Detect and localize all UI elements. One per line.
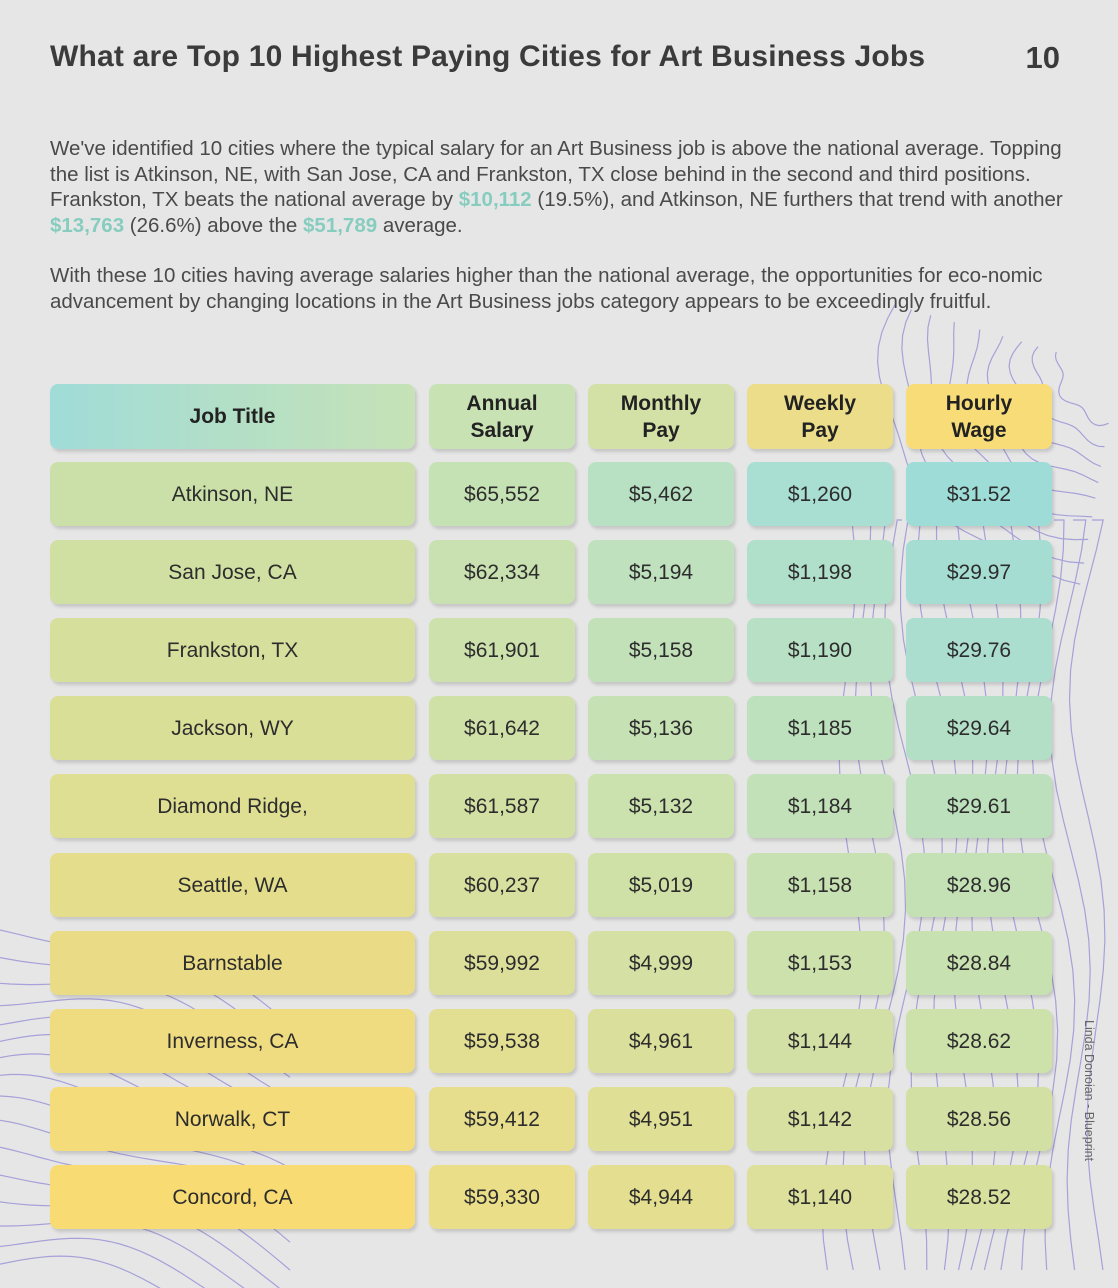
cell-weekly-pay: $1,198 [747, 540, 893, 604]
cell-annual-salary: $61,642 [429, 696, 575, 760]
cell-job-title: San Jose, CA [50, 540, 415, 604]
highlight-amount: $51,789 [303, 213, 378, 237]
cell-annual-salary: $61,901 [429, 618, 575, 682]
cell-hourly-wage: $29.64 [906, 696, 1052, 760]
intro-text-segment: average. [377, 213, 463, 237]
cell-annual-salary: $59,330 [429, 1165, 575, 1229]
cell-hourly-wage: $28.96 [906, 853, 1052, 917]
cell-annual-salary: $60,237 [429, 853, 575, 917]
cell-monthly-pay: $5,136 [588, 696, 734, 760]
cell-weekly-pay: $1,190 [747, 618, 893, 682]
cell-job-title: Frankston, TX [50, 618, 415, 682]
page-title: What are Top 10 Highest Paying Cities for Art Business Jobs [50, 40, 926, 73]
cell-annual-salary: $59,538 [429, 1009, 575, 1073]
cell-job-title: Diamond Ridge, [50, 774, 415, 838]
cell-weekly-pay: $1,260 [747, 462, 893, 526]
cell-monthly-pay: $4,961 [588, 1009, 734, 1073]
cell-monthly-pay: $5,019 [588, 853, 734, 917]
intro-text [50, 136, 1065, 339]
cell-hourly-wage: $29.76 [906, 618, 1052, 682]
cell-monthly-pay: $5,194 [588, 540, 734, 604]
cell-weekly-pay: $1,144 [747, 1009, 893, 1073]
cell-job-title: Barnstable [50, 931, 415, 995]
cell-hourly-wage: $28.84 [906, 931, 1052, 995]
cell-weekly-pay: $1,140 [747, 1165, 893, 1229]
cell-hourly-wage: $31.52 [906, 462, 1052, 526]
cell-annual-salary: $59,412 [429, 1087, 575, 1151]
intro-text-segment: (26.6%) above the [124, 213, 304, 237]
cell-monthly-pay: $4,951 [588, 1087, 734, 1151]
cell-annual-salary: $59,992 [429, 931, 575, 995]
cell-weekly-pay: $1,153 [747, 931, 893, 995]
page-number: 10 [1025, 40, 1060, 75]
header-monthly-pay: Monthly Pay [588, 384, 734, 449]
cell-monthly-pay: $4,999 [588, 931, 734, 995]
cell-job-title: Norwalk, CT [50, 1087, 415, 1151]
header-hourly-wage: Hourly Wage [906, 384, 1052, 449]
header-job-title: Job Title [50, 384, 415, 449]
header-weekly-pay: Weekly Pay [747, 384, 893, 449]
intro-text-segment: (19.5%), and Atkinson, NE furthers that trend with another [531, 188, 1063, 211]
cell-annual-salary: $61,587 [429, 774, 575, 838]
cell-hourly-wage: $28.52 [906, 1165, 1052, 1229]
cell-annual-salary: $62,334 [429, 540, 575, 604]
cell-job-title: Jackson, WY [50, 696, 415, 760]
highlight-amount: $13,763 [50, 213, 125, 237]
credit-text: Linda Donoian - Blueprint [1082, 1020, 1096, 1162]
cell-hourly-wage: $28.62 [906, 1009, 1052, 1073]
header-annual-salary: Annual Salary [429, 384, 575, 449]
cell-weekly-pay: $1,158 [747, 853, 893, 917]
cell-job-title: Atkinson, NE [50, 462, 415, 526]
intro-paragraph-2: With these 10 cities having average salaries higher than the national average, the opportunities for eco-nomic advancement by changing locations in the Art Business jobs category appears to be exceedingly fruitful. [50, 264, 1043, 313]
cell-weekly-pay: $1,184 [747, 774, 893, 838]
intro-paragraph-1 [50, 136, 1065, 238]
cell-monthly-pay: $5,462 [588, 462, 734, 526]
cell-monthly-pay: $4,944 [588, 1165, 734, 1229]
cell-monthly-pay: $5,158 [588, 618, 734, 682]
cell-hourly-wage: $29.97 [906, 540, 1052, 604]
cell-annual-salary: $65,552 [429, 462, 575, 526]
cell-monthly-pay: $5,132 [588, 774, 734, 838]
cell-weekly-pay: $1,142 [747, 1087, 893, 1151]
intro-text-segment: We've identified 10 cities where the typical salary for an Art Business job is above the national average. Topping the list is Atkinson, NE, with San Jose, CA and Frankston, TX close behind in the second and third positions. Frankston, TX beats the national average by [50, 137, 1062, 211]
cell-hourly-wage: $28.56 [906, 1087, 1052, 1151]
cell-job-title: Seattle, WA [50, 853, 415, 917]
cell-job-title: Concord, CA [50, 1165, 415, 1229]
cell-job-title: Inverness, CA [50, 1009, 415, 1073]
cell-hourly-wage: $29.61 [906, 774, 1052, 838]
cell-weekly-pay: $1,185 [747, 696, 893, 760]
highlight-amount: $10,112 [458, 188, 532, 211]
